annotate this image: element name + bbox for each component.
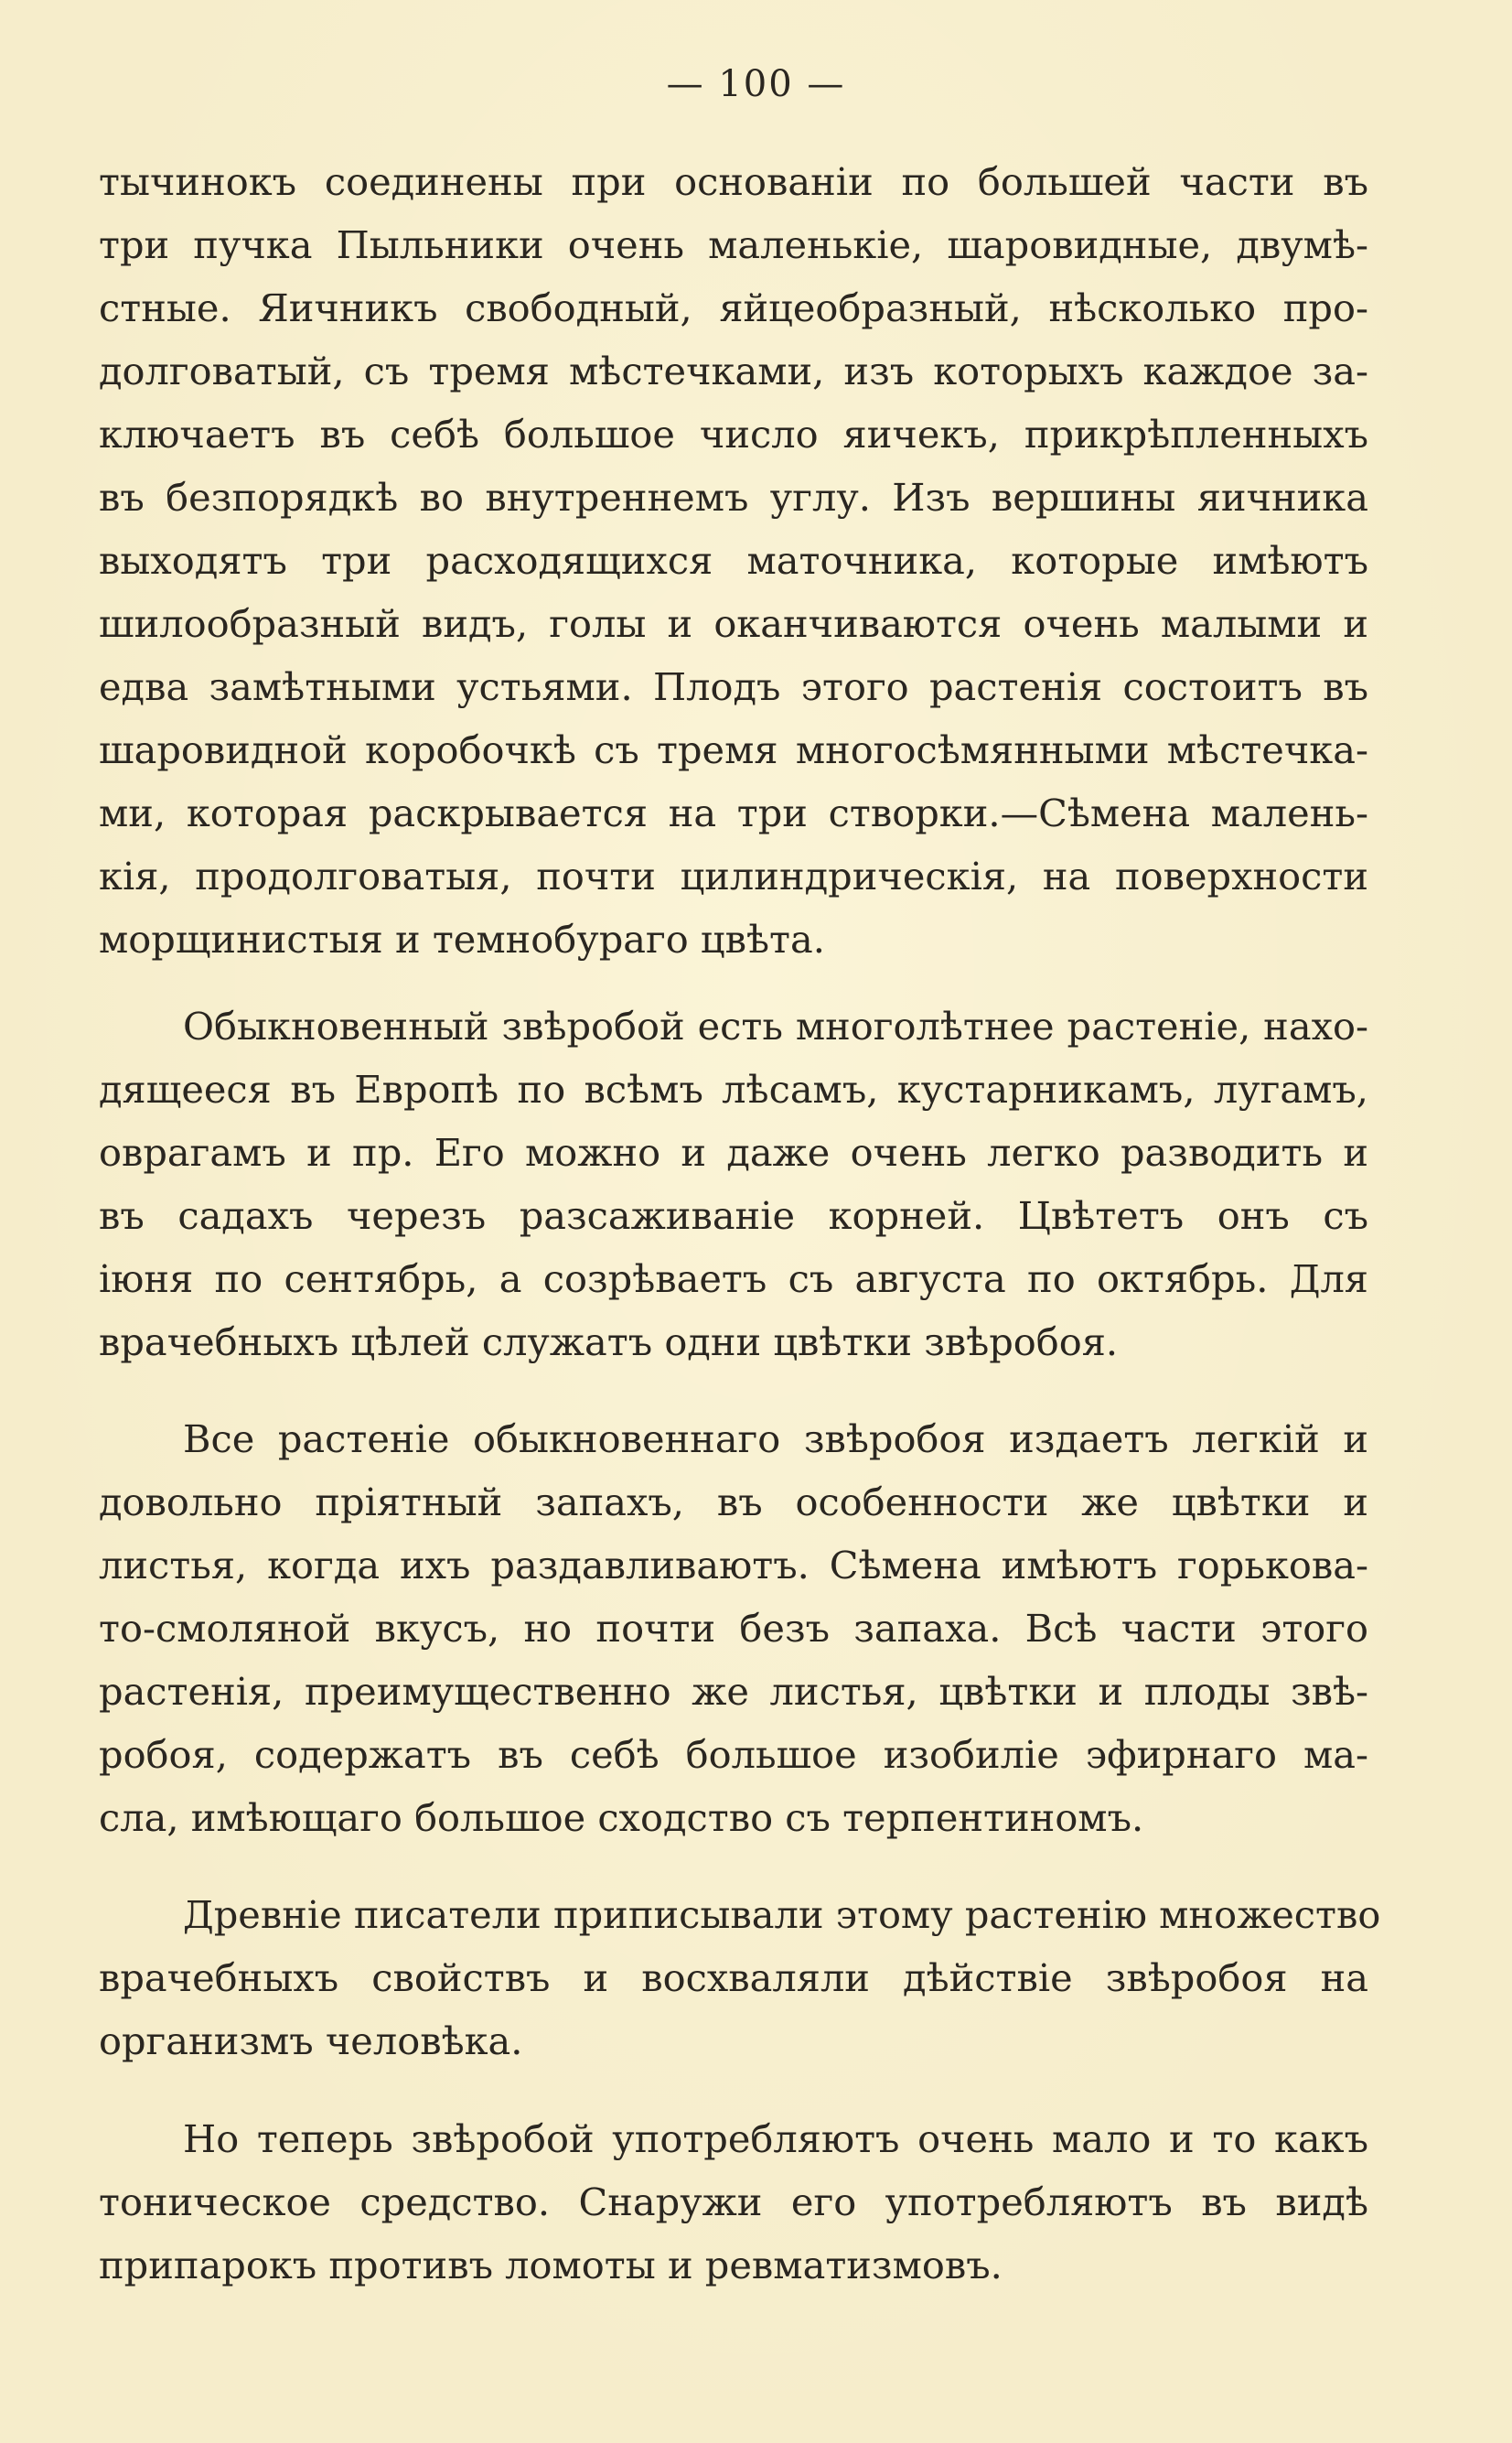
text-line: врачебныхъ свойствъ и восхваляли дѣйствіе звѣробоя на xyxy=(99,1955,1368,2000)
text-line: сла, имѣющаго большое сходство съ терпентиномъ. xyxy=(99,1795,1144,1840)
text-line: припарокъ противъ ломоты и ревматизмовъ. xyxy=(99,2243,1003,2287)
text-line: ключаетъ въ себѣ большое число яичекъ, прикрѣпленныхъ xyxy=(99,412,1368,457)
paragraph-5 xyxy=(99,2107,1368,2297)
text-line: стные. Яичникъ свободный, яйцеобразный, нѣсколько про- xyxy=(99,285,1368,330)
paragraph-2 xyxy=(99,995,1368,1373)
text-line: тычинокъ соединены при основаніи по большей части въ xyxy=(99,159,1368,204)
text-line: выходятъ три расходящихся маточника, которые имѣютъ xyxy=(99,538,1368,583)
text-line: долговатый, съ тремя мѣстечками, изъ которыхъ каждое за- xyxy=(99,349,1368,393)
text-line: морщинистыя и темнобураго цвѣта. xyxy=(99,917,825,962)
text-line: едва замѣтными устьями. Плодъ этого растенія состоитъ въ xyxy=(99,664,1368,709)
text-line: іюня по сентябрь, а созрѣваетъ съ августа по октябрь. Для xyxy=(99,1256,1368,1301)
text-line: дящееся въ Европѣ по всѣмъ лѣсамъ, кустарникамъ, лугамъ, xyxy=(99,1067,1368,1112)
text-line: въ безпорядкѣ во внутреннемъ углу. Изъ вершины яичника xyxy=(99,475,1368,520)
text-line: кія, продолговатыя, почти цилиндрическія, на поверхности xyxy=(99,854,1368,899)
text-line: тоническое средство. Снаружи его употребляютъ въ видѣ xyxy=(99,2179,1368,2224)
paragraph-3 xyxy=(99,1407,1368,1849)
text-line: Все растеніе обыкновеннаго звѣробоя издаетъ легкій и xyxy=(183,1416,1368,1461)
text-line: робоя, содержатъ въ себѣ большое изобиліе эфирнаго ма- xyxy=(99,1732,1368,1777)
paragraph-1 xyxy=(99,150,1368,971)
text-line: ми, которая раскрывается на три створки.—Сѣмена малень- xyxy=(99,791,1368,835)
text-line: въ садахъ черезъ разсаживаніе корней. Цвѣтетъ онъ съ xyxy=(99,1193,1368,1238)
text-line: три пучка Пыльники очень маленькіе, шаровидные, двумѣ- xyxy=(99,222,1368,267)
text-line: Обыкновенный звѣробой есть многолѣтнее растеніе, нахо- xyxy=(183,1004,1368,1049)
page-number: — 100 — xyxy=(666,63,846,105)
text-line: Но теперь звѣробой употребляютъ очень мало и то какъ xyxy=(183,2116,1368,2161)
text-line: шаровидной коробочкѣ съ тремя многосѣмянными мѣстечка- xyxy=(99,727,1368,772)
text-line: Древніе писатели приписывали этому растенію множество xyxy=(183,1892,1381,1937)
text-line: растенія, преимущественно же листья, цвѣтки и плоды звѣ- xyxy=(99,1669,1368,1714)
text-line: шилообразный видъ, голы и оканчиваются очень малыми и xyxy=(99,601,1368,646)
text-line: довольно пріятный запахъ, въ особенности же цвѣтки и xyxy=(99,1480,1368,1524)
text-line: то-смоляной вкусъ, но почти безъ запаха. Всѣ части этого xyxy=(99,1606,1368,1651)
paragraph-4 xyxy=(99,1883,1381,2072)
text-line: врачебныхъ цѣлей служатъ одни цвѣтки звѣробоя. xyxy=(99,1319,1119,1364)
text-line: листья, когда ихъ раздавливаютъ. Сѣмена имѣютъ горькова- xyxy=(99,1543,1368,1587)
text-line: организмъ человѣка. xyxy=(99,2018,523,2063)
text-line: оврагамъ и пр. Его можно и даже очень легко разводить и xyxy=(99,1130,1368,1175)
